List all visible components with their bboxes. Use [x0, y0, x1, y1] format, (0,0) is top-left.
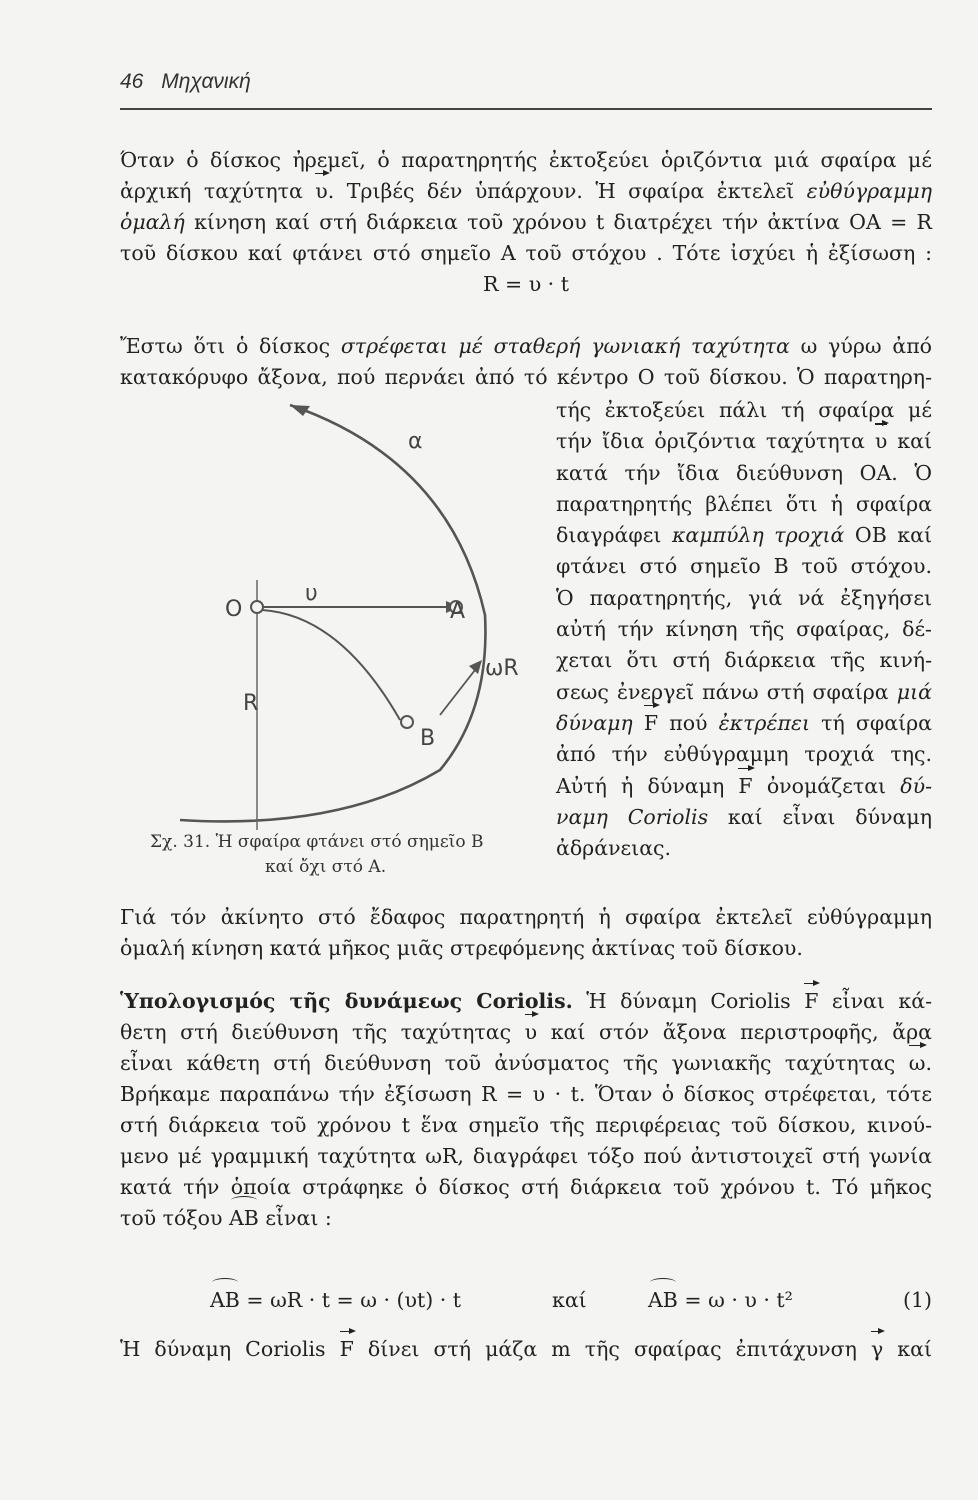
text-line: σεως ἐνεργεῖ πάνω στή σφαίρα μιά — [556, 679, 932, 704]
text-line: χεται ὅτι στή διάρκεια τῆς κινή- — [556, 648, 932, 673]
text-line: Ὑπολογισμός τῆς δυνάμεως Coriolis. Ἡ δύναμη Coriolis F εἶναι κά- — [120, 986, 932, 1017]
equation-line: AB = ωR · t = ω · (υt) · t καί AB = ω · υ · t² (1) — [120, 1285, 932, 1316]
text-line: θετη στή διεύθυνση τῆς ταχύτητας υ καί στόν ἄξονα περιστροφῆς, ἄρα — [120, 1017, 932, 1048]
vector-f: F — [804, 986, 818, 1017]
equation-1 — [120, 1285, 932, 1316]
text-line: δύναμη F πού ἐκτρέπει τή σφαίρα — [556, 708, 932, 739]
arc-ab: AB — [229, 1203, 259, 1234]
caption-line: Σχ. 31. Ἡ σφαίρα φτάνει στό σημεῖο Β — [150, 832, 484, 852]
text-line: Ὁ παρατηρητής, γιά νά ἐξηγήσει — [556, 585, 932, 610]
text-line: Ἡ δύναμη Coriolis F δίνει στή μάζα m τῆς σφαίρας ἐπιτάχυνση γ καί — [120, 1334, 932, 1365]
text-line: τοῦ δίσκου καί φτάνει στό σημεῖο Α τοῦ στόχου . Τότε ἰσχύει ἡ ἐξίσωση : — [120, 241, 932, 265]
text-line: αὐτή τήν κίνηση τῆς σφαίρας, δέ- — [556, 617, 932, 642]
chapter-title: Μηχανική — [161, 70, 251, 93]
text-line: Βρήκαμε παραπάνω τήν ἐξίσωση R = υ · t. Ὅταν ὁ δίσκος στρέφεται, τότε — [120, 1082, 932, 1106]
vector-v: υ — [875, 426, 887, 457]
page-number: 46 — [120, 70, 144, 93]
figure-31 — [140, 400, 560, 840]
text-line: φτάνει στό σημεῖο Β τοῦ στόχου. — [556, 554, 932, 579]
text-line: Ἔστω ὅτι ὁ δίσκος στρέφεται μέ σταθερή γωνιακή ταχύτητα ω γύρω ἀπό — [120, 334, 933, 358]
vector-f: F — [738, 771, 752, 802]
vector-omega: ω — [909, 1048, 926, 1079]
label-r: R — [243, 691, 259, 716]
text-line: διαγράφει καμπύλη τροχιά ΟΒ καί — [556, 523, 932, 548]
text-line: κατά τήν ἴδια διεύθυνση ΟΑ. Ὁ — [556, 460, 932, 485]
point-o — [251, 601, 263, 613]
text-line: εἶναι κάθετη στή διεύθυνση τοῦ ἀνύσματος τῆς γωνιακῆς ταχύτητας ω. — [120, 1048, 932, 1079]
paragraph-rotation — [120, 331, 932, 393]
text-line: στή διάρκεια τοῦ χρόνου t ἕνα σημεῖο τῆς περιφέρειας τοῦ δίσκου, κινού- — [120, 1113, 932, 1137]
trajectory-curve — [262, 610, 400, 720]
text-line: μενο μέ γραμμική ταχύτητα ωR, διαγράφει τόξο πού ἀντιστοιχεῖ στή γωνία — [120, 1144, 932, 1168]
text-line: κατά τήν ὁποία στράφηκε ὁ δίσκος στή διάρκεια τοῦ χρόνου t. Τό μῆκος — [120, 1175, 932, 1199]
figure-caption — [150, 830, 540, 880]
paragraph-ground-observer — [120, 902, 932, 964]
equation-number: (1) — [902, 1288, 932, 1312]
header-rule — [120, 108, 932, 110]
label-omega-r: ωR — [485, 656, 519, 681]
text-line: ἀδράνειας. — [556, 836, 672, 861]
vector-gamma: γ — [871, 1334, 883, 1365]
text-line: τήν ἴδια ὁριζόντια ταχύτητα υ καί — [556, 426, 932, 457]
label-alpha: α — [408, 429, 423, 454]
paragraph-acceleration — [120, 1334, 932, 1365]
vector-v: υ — [525, 1017, 537, 1048]
text-line: Όταν ὁ δίσκος ἠρεμεῖ, ὁ παρατηρητής ἐκτοξεύει ὁριζόντια μιά σφαίρα μέ — [120, 148, 932, 172]
text-line: ἀρχική ταχύτητα υ. Τριβές δέν ὑπάρχουν. Ἡ σφαίρα ἐκτελεῖ εὐθύγραμμη — [120, 176, 932, 207]
label-a: A — [450, 599, 466, 624]
text-line: ἀπό τήν εὐθύγραμμη τροχιά της. — [556, 742, 932, 767]
tangent-line — [440, 670, 475, 715]
text-line: τοῦ τόξου AB εἶναι : — [120, 1203, 932, 1234]
equation-and: καί — [552, 1288, 587, 1312]
paragraph-intro — [120, 145, 932, 300]
text-line: Αὐτή ἡ δύναμη F ὀνομάζεται δύ- — [556, 771, 932, 802]
arc-ab: AB — [648, 1285, 678, 1316]
paragraph-coriolis-calc — [120, 986, 932, 1234]
text-line: Γιά τόν ἀκίνητο στό ἔδαφος παρατηρητή ἡ σφαίρα ἐκτελεῖ εὐθύγραμμη — [120, 905, 932, 929]
vector-v: υ — [315, 176, 327, 207]
label-b: B — [420, 726, 436, 751]
vector-f: F — [340, 1334, 354, 1365]
label-v: υ — [305, 581, 318, 606]
arc-ab: AB — [210, 1285, 240, 1316]
equation-r: R = υ · t — [483, 272, 569, 296]
running-header — [120, 70, 932, 94]
text-line: παρατηρητής βλέπει ὅτι ἡ σφαίρα — [556, 491, 932, 516]
text-line: ὁμαλή κίνηση κατά μῆκος μιᾶς στρεφόμενης ἀκτίνας τοῦ δίσκου. — [120, 936, 803, 960]
label-o: O — [225, 597, 243, 622]
text-line: κατακόρυφο ἄξονα, πού περνάει ἀπό τό κέντρο Ο τοῦ δίσκου. Ὁ παρατηρη- — [120, 365, 932, 389]
tangent-arrowhead — [469, 660, 482, 674]
point-b — [401, 716, 413, 728]
text-line: ναμη Coriolis καί εἶναι δύναμη — [556, 804, 932, 829]
text-line: τής ἐκτοξεύει πάλι τή σφαίρα μέ — [556, 398, 932, 422]
wrapped-column — [556, 395, 932, 864]
caption-line: καί ὄχι στό Α. — [265, 857, 387, 877]
section-heading: Ὑπολογισμός τῆς δυνάμεως Coriolis. — [120, 989, 573, 1013]
text-line: ὁμαλή κίνηση καί στή διάρκεια τοῦ χρόνου t διατρέχει τήν ἀκτίνα ΟΑ = R — [120, 210, 932, 234]
vector-f: F — [644, 708, 658, 739]
